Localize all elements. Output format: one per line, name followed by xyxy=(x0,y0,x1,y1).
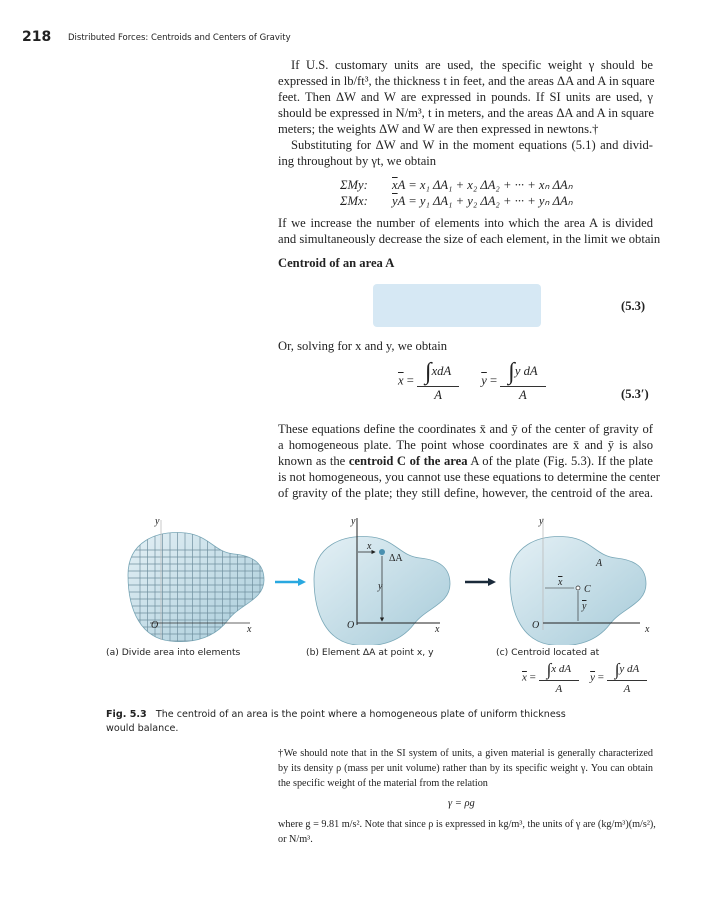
y-axis-label: y xyxy=(155,516,160,527)
equation-number: (5.3) xyxy=(621,299,646,313)
text-line: is not homogeneous, you cannot use these equations to determine the center xyxy=(278,470,660,484)
footnote-line: the specific weight of the material from the relation xyxy=(278,778,488,789)
moment-eq-x: $\overline{y}A = y_1$ ΔA₁ + y₂ ΔA₂ + ··· + yₙ ΔAₙ xyxy=(392,194,573,208)
caption-b: (b) Element ΔA at point x, y xyxy=(306,647,434,658)
page-number: 218 xyxy=(22,29,52,45)
running-title: Distributed Forces: Centroids and Centers of Gravity xyxy=(68,33,291,43)
text-line: of gravity of the plate; they still define, however, the centroid of the area. xyxy=(278,486,653,500)
ybar-label: y xyxy=(582,601,587,612)
x-distance-label: x xyxy=(367,541,372,552)
element-label: ΔA xyxy=(389,553,403,564)
caption-a: (a) Divide area into elements xyxy=(106,647,241,658)
footnote-line: by its density ρ (mass per unit volume) rather than by its specific weight γ. You can obtain xyxy=(278,763,653,774)
text-line: ing throughout by γt, we obtain xyxy=(278,154,437,168)
equation-placeholder-box xyxy=(373,284,541,327)
xbar-label: x xyxy=(558,577,563,588)
text-line: and simultaneously decrease the size of each element, in the limit we obtain xyxy=(278,232,661,246)
section-heading: Centroid of an area A xyxy=(278,256,395,270)
centroid-label: C xyxy=(584,584,591,595)
footnote-equation: γ = ρg xyxy=(448,798,475,809)
text-line: should be expressed in N/m³, t in meters, and the areas ΔA and A in square xyxy=(278,106,654,120)
bold-term: centroid C of the area xyxy=(348,454,468,468)
panel-b-plate xyxy=(314,516,450,645)
text-line: If U.S. customary units are used, the specific weight γ should be xyxy=(291,58,653,72)
y-axis-label: y xyxy=(539,516,544,527)
text-line: These equations define the coordinates x̄ and ȳ of the center of gravity of xyxy=(278,422,653,436)
y-axis-label: y xyxy=(351,516,356,527)
caption-c: (c) Centroid located at xyxy=(496,647,600,658)
footnote-line: †We should note that in the SI system of units, a given material is generally characterized xyxy=(278,748,653,759)
footnote-line: where g = 9.81 m/s². Note that since ρ is expressed in kg/m³, the units of γ are (kg/m³)(m/s²), xyxy=(278,819,656,830)
x-axis-label: x xyxy=(645,624,650,635)
moment-eq-label: ΣMy: xyxy=(340,178,368,192)
centroid-equation: $\overline{x}$ = $\frac{\text{∫xdA}}{A}$ $\overline{y}$ = $\frac{\text{∫y dA}}{A}$ xyxy=(398,360,546,403)
text-line: Or, solving for x and y, we obtain xyxy=(278,339,448,353)
y-distance-label: y xyxy=(378,581,383,592)
equation-number: (5.3′) xyxy=(621,387,649,401)
footnote-line: or N/m³. xyxy=(278,834,313,845)
figure-5-3 xyxy=(0,500,719,645)
text-line: expressed in lb/ft³, the thickness t in feet, and the areas ΔA and A in square xyxy=(278,74,655,88)
text-line: If we increase the number of elements into which the area A is divided xyxy=(278,216,653,230)
x-axis-label: x xyxy=(247,624,252,635)
origin-label: O xyxy=(532,620,540,631)
origin-label: O xyxy=(151,620,159,631)
x-axis-label: x xyxy=(435,624,440,635)
figure-caption-cont: would balance. xyxy=(106,723,179,734)
text-line: a homogeneous plate. The point whose coordinates are x̄ and ȳ is also xyxy=(278,438,653,452)
moment-eq-y: $\overline{x}A = x_1$ ΔA₁ + x₂ ΔA₂ + ··· + xₙ ΔAₙ xyxy=(392,178,573,192)
centroid-formula: $\overline{x}$ = $\frac{\text{∫x dA}}{A}$ $\overline{y}$ = $\frac{\text{∫y dA}}{A}$ xyxy=(522,661,647,695)
text-line: known as the centroid C of the area A of the plate (Fig. 5.3). If the plate xyxy=(278,454,653,468)
figure-caption: Fig. 5.3 The centroid of an area is the point where a homogeneous plate of uniform thickness xyxy=(106,709,566,720)
panel-a-plate xyxy=(128,516,265,645)
area-label: A xyxy=(596,558,603,569)
text-line: meters; the weights ΔW and W are then expressed in newtons.† xyxy=(278,122,599,136)
origin-label: O xyxy=(347,620,355,631)
moment-eq-label: ΣMx: xyxy=(340,194,368,208)
text-line: Substituting for ΔW and W in the moment equations (5.1) and divid- xyxy=(291,138,653,152)
panel-c-plate xyxy=(510,516,650,645)
text-line: feet. Then ΔW and W are expressed in pounds. If SI units are used, γ xyxy=(278,90,653,104)
